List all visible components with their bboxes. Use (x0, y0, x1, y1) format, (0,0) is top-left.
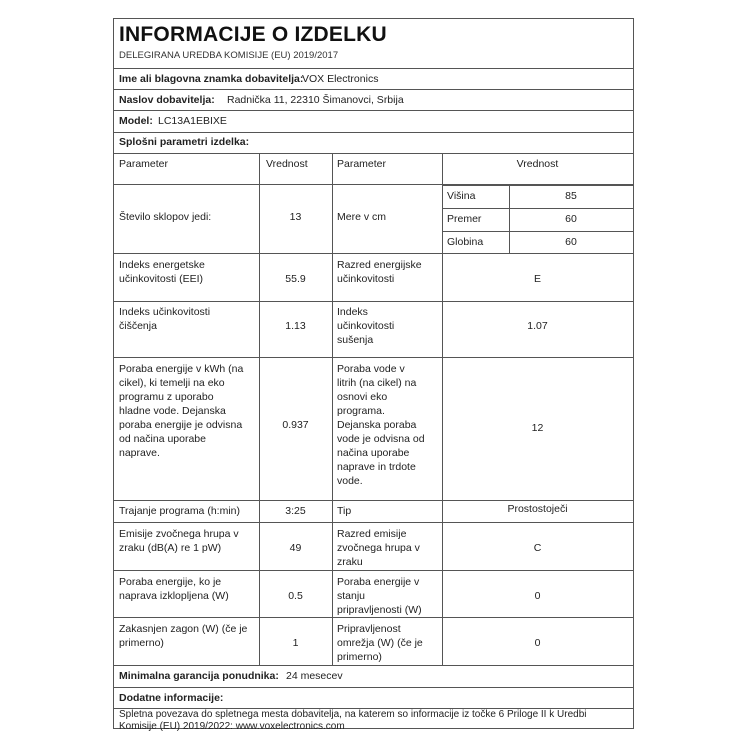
energy-label: hladne vode. Dejanska (119, 405, 226, 417)
table-row (114, 571, 633, 618)
noise-label: Emisije zvočnega hrupa v (119, 528, 239, 540)
duration-label: Trajanje programa (h:min) (119, 505, 240, 517)
cleaning-label: čiščenja (119, 320, 157, 332)
networked-label: Pripravljenost (337, 623, 401, 635)
supplier-link-text: Komisije (EU) 2019/2022: www.voxelectronics.com (119, 721, 345, 732)
place-settings-label: Število sklopov jedi: (119, 211, 212, 223)
energy-class-value: E (533, 273, 541, 285)
delay-start-label: primerno) (119, 637, 164, 649)
eei-label: učinkovitosti (EEI) (119, 273, 204, 285)
supplier-link-text: Spletna povezava do spletnega mesta dobavitelja, na katerem so informacije iz točke 6 Priloge II k Uredbi (119, 709, 587, 720)
supplier-value: VOX Electronics (302, 73, 379, 85)
delay-start-label: Zakasnjen zagon (W) (če je (119, 623, 248, 635)
height-value: 85 (565, 190, 577, 202)
drying-label: Indeks (337, 306, 368, 318)
energy-label: Poraba energije v kWh (na (119, 363, 244, 375)
water-label: Dejanska poraba (337, 419, 417, 431)
height-label: Višina (447, 190, 476, 202)
general-params-label: Splošni parametri izdelka: (119, 136, 250, 148)
standby-label: Poraba energije v (337, 576, 420, 588)
eei-label: Indeks energetske (119, 259, 205, 271)
warranty-value: 24 mesecev (286, 670, 343, 682)
supplier-row (114, 69, 633, 90)
off-mode-label: Poraba energije, ko je (119, 576, 222, 588)
header-parameter: Parameter (119, 158, 169, 170)
energy-class-label: učinkovitosti (337, 273, 395, 285)
table-row (114, 358, 633, 501)
depth-value: 60 (565, 236, 577, 248)
model-value: LC13A1EBIXE (158, 115, 227, 127)
water-label: programa. (337, 405, 385, 417)
place-settings-value: 13 (289, 211, 302, 223)
water-label: načina uporabe (337, 447, 410, 459)
standby-value: 0 (534, 590, 541, 602)
table-row (114, 302, 633, 358)
table-row (114, 185, 633, 254)
networked-value: 0 (534, 637, 541, 649)
noise-value: 49 (289, 542, 302, 554)
noise-class-value: C (533, 542, 542, 554)
water-label: Poraba vode v (337, 363, 405, 375)
noise-class-label: zvočnega hrupa v (337, 542, 420, 554)
header-value: Vrednost (266, 158, 308, 170)
product-information-sheet (113, 18, 634, 732)
model-row (114, 111, 633, 133)
header-value: Vrednost (516, 158, 559, 170)
width-label: Premer (447, 213, 482, 225)
table-row (114, 523, 633, 571)
header-parameter: Parameter (337, 158, 387, 170)
networked-label: primerno) (337, 651, 382, 663)
supplier-label: Ime ali blagovna znamka dobavitelja: (119, 73, 304, 85)
cleaning-value: 1.13 (285, 320, 306, 332)
drying-label: sušenja (337, 334, 374, 346)
supplier-link-block (114, 709, 633, 732)
address-row (114, 90, 633, 111)
drying-value: 1.07 (527, 320, 548, 332)
standby-label: stanju (337, 590, 366, 602)
off-mode-value: 0.5 (288, 590, 303, 602)
noise-label: zraku (dB(A) re 1 pW) (119, 542, 222, 554)
off-mode-label: naprava izklopljena (W) (119, 590, 229, 602)
delay-start-value: 1 (292, 637, 299, 649)
depth-label: Globina (447, 236, 484, 248)
energy-label: cikel), ki temelji na eko (119, 377, 225, 389)
additional-info-label: Dodatne informacije: (119, 692, 224, 704)
type-value: Prostostoječi (507, 503, 568, 515)
energy-label: poraba energije je odvisna (119, 419, 243, 431)
document-subtitle: DELEGIRANA UREDBA KOMISIJE (EU) 2019/2017 (119, 50, 339, 61)
water-label: litrih (na cikel) na (337, 377, 417, 389)
noise-class-label: Razred emisije (337, 528, 407, 540)
energy-label: naprave. (119, 447, 160, 459)
energy-value: 0.937 (282, 419, 309, 431)
additional-info-row (114, 688, 633, 709)
networked-label: omrežja (W) (če je (337, 637, 423, 649)
table-row (114, 618, 633, 666)
warranty-row (114, 666, 633, 688)
document-title: INFORMACIJE O IZDELKU (119, 23, 387, 46)
energy-label: od načina uporabe (119, 433, 206, 445)
eei-value: 55.9 (285, 273, 306, 285)
noise-class-label: zraku (337, 556, 363, 568)
general-params-row (114, 133, 633, 154)
water-label: vode. (337, 475, 363, 487)
dimensions-label: Mere v cm (337, 211, 387, 223)
title-row (114, 19, 633, 69)
energy-label: programu z uporabo (119, 391, 214, 403)
table-header-row (114, 154, 633, 185)
table-row (114, 501, 633, 523)
warranty-label: Minimalna garancija ponudnika: (119, 670, 279, 682)
cleaning-label: Indeks učinkovitosti (119, 306, 211, 318)
drying-label: učinkovitosti (337, 320, 395, 332)
type-label: Tip (337, 505, 352, 517)
width-value: 60 (565, 213, 577, 225)
water-value: 12 (531, 422, 544, 434)
water-label: naprave in trdote (337, 461, 416, 473)
address-label: Naslov dobavitelja: (119, 94, 215, 106)
water-label: osnovi eko (337, 391, 388, 403)
standby-label: pripravljenosti (W) (337, 604, 422, 616)
table-row (114, 254, 633, 302)
address-value: Radnička 11, 22310 Šimanovci, Srbija (227, 94, 404, 106)
energy-class-label: Razred energijske (337, 259, 422, 271)
model-label: Model: (119, 115, 153, 127)
duration-value: 3:25 (285, 505, 306, 517)
water-label: vode je odvisna od (337, 433, 425, 445)
